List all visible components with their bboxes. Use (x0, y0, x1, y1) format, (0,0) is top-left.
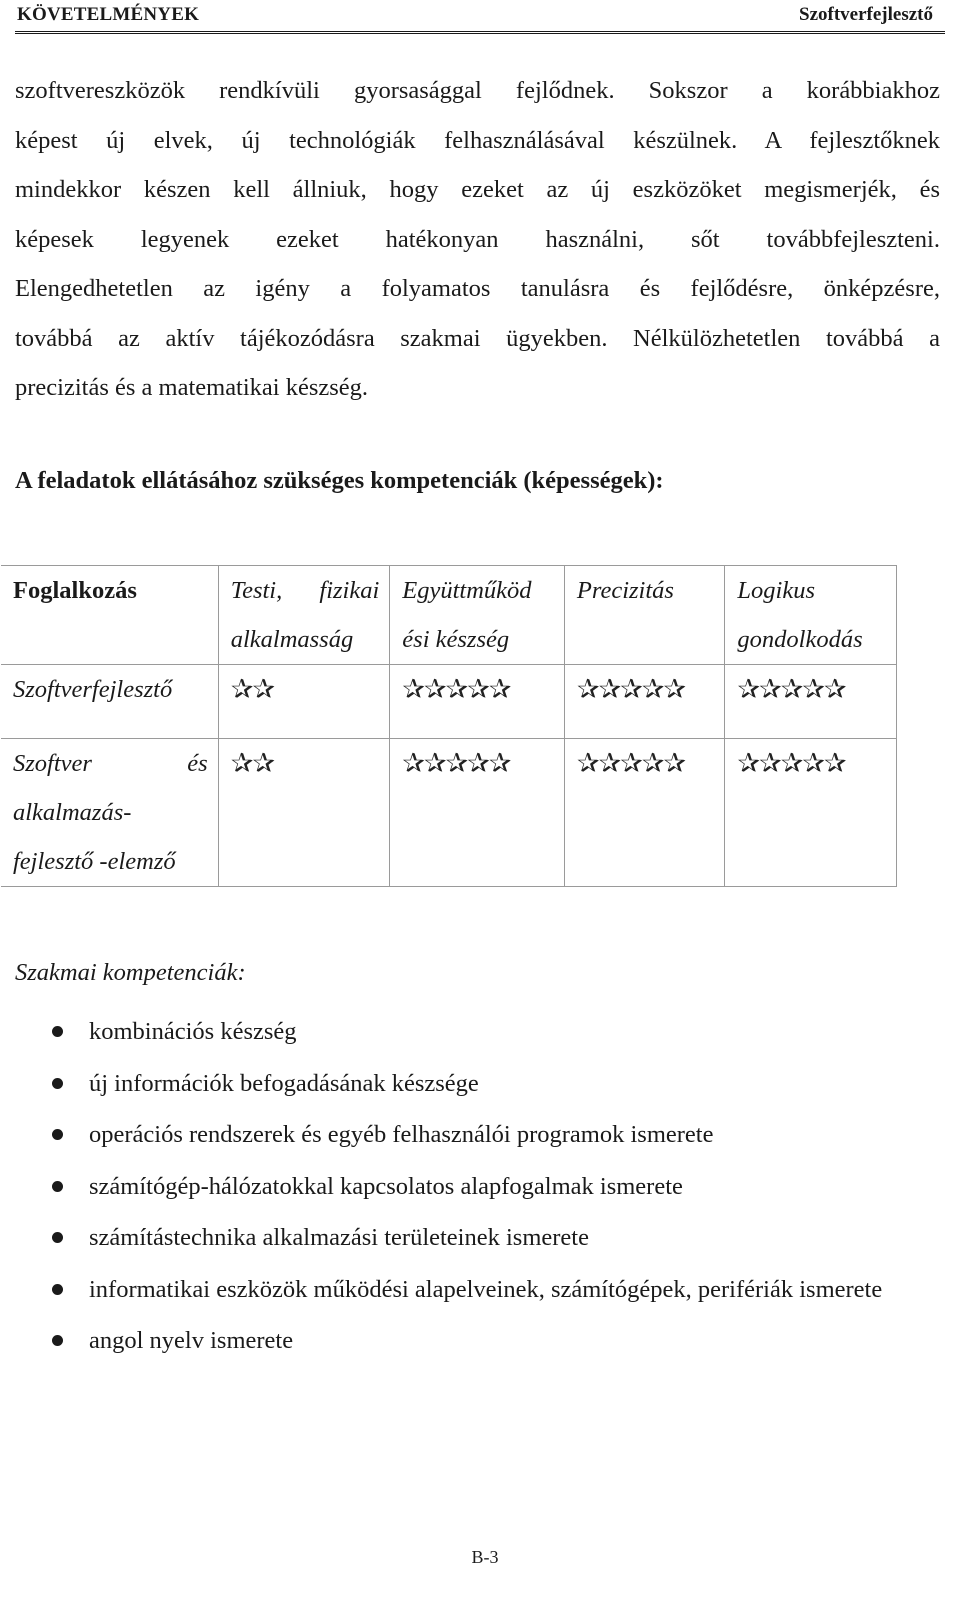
competency-table (1, 565, 897, 887)
star-rating-icon: ✰✰✰✰✰ (402, 674, 511, 704)
header-cell-physical (218, 566, 390, 665)
skill-text: számítógép-hálózatokkal kapcsolatos alapfogalmak ismerete (89, 1172, 683, 1200)
rating-physical (218, 739, 390, 887)
rating-cooperation (390, 665, 565, 739)
star-rating-icon: ✰✰ (230, 748, 274, 778)
table-row (1, 739, 897, 887)
header-cell-logic (725, 566, 897, 665)
skill-text: angol nyelv ismerete (89, 1327, 294, 1354)
intro-line: képesek legyenek ezeket hatékonyan használni, sőt továbbfejleszteni. (15, 225, 940, 253)
rating-cooperation (390, 739, 565, 887)
bullet-icon (52, 1078, 63, 1089)
intro-line: szoftvereszközök rendkívüli gyorsasággal fejlődnek. Sokszor a korábbiakhoz (15, 77, 940, 104)
list-item (0, 1007, 940, 1057)
star-rating-icon: ✰✰✰✰✰ (576, 674, 685, 704)
rating-physical (218, 665, 390, 739)
header-cell-precision (564, 566, 725, 665)
intro-paragraph (15, 66, 940, 413)
bullet-icon (52, 1181, 63, 1192)
table-header-row (1, 566, 897, 665)
occupation-name (1, 739, 218, 887)
header-text: ési készség (402, 626, 510, 653)
header-right-title: Szoftverfejlesztő (799, 4, 933, 25)
star-rating-icon: ✰✰✰✰✰ (402, 748, 511, 778)
intro-line: mindekkor készen kell állniuk, hogy ezeket az új eszközöket megismerjék, és (15, 176, 940, 203)
header-cell-occupation (1, 566, 218, 665)
star-rating-icon: ✰✰ (230, 674, 274, 704)
intro-line: precizitás és a matematikai készség. (15, 374, 369, 401)
header-text: Precizitás (576, 577, 674, 604)
skill-text: informatikai eszközök működési alapelveinek, számítógépek, perifériák ismerete (89, 1275, 883, 1303)
bullet-icon (52, 1284, 63, 1295)
skill-text: számítástechnika alkalmazási területeinek ismerete (89, 1224, 589, 1251)
bullet-icon (52, 1335, 63, 1346)
header-text: gondolkodás (737, 626, 863, 653)
occupation-text: Szoftver és (13, 750, 208, 777)
star-rating-icon: ✰✰✰✰✰ (576, 748, 685, 778)
header-text: Foglalkozás (13, 577, 137, 604)
occupation-name (1, 665, 218, 739)
rating-precision (564, 739, 725, 887)
occupation-text: fejlesztő -elemző (13, 848, 176, 875)
star-rating-icon: ✰✰✰✰✰ (737, 674, 846, 704)
rating-logic (725, 739, 897, 887)
skill-text: új információk befogadásának készsége (89, 1069, 479, 1097)
page-header (15, 0, 945, 36)
intro-line: Elengedhetetlen az igény a folyamatos tanulásra és fejlődésre, önképzésre, (15, 275, 940, 302)
star-rating-icon: ✰✰✰✰✰ (737, 748, 846, 778)
header-text: Együttműköd (402, 577, 532, 604)
page-number: B-3 (471, 1547, 499, 1567)
bullet-icon (52, 1026, 63, 1037)
list-item (0, 1316, 940, 1366)
intro-line: képest új elvek, új technológiák felhasználásával készülnek. A fejlesztőknek (15, 126, 940, 154)
header-rule (15, 31, 945, 36)
header-text: Logikus (737, 577, 815, 604)
list-item (0, 1162, 940, 1212)
rating-precision (564, 665, 725, 739)
list-item (0, 1265, 940, 1315)
occupation-text: Szoftverfejlesztő (13, 676, 173, 703)
list-item (0, 1059, 940, 1109)
header-text: alkalmasság (230, 626, 354, 653)
section-title: A feladatok ellátásához szükséges kompetenciák (képességek): (15, 467, 664, 494)
skill-text: operációs rendszerek és egyéb felhasználói programok ismerete (89, 1121, 714, 1148)
rating-logic (725, 665, 897, 739)
occupation-text: alkalmazás- (13, 799, 132, 826)
bullet-icon (52, 1232, 63, 1243)
bullet-icon (52, 1129, 63, 1140)
header-text: Testi, fizikai (230, 577, 380, 604)
header-left-title: KÖVETELMÉNYEK (17, 4, 200, 25)
list-item (0, 1213, 940, 1263)
table-row (1, 665, 897, 739)
skill-text: kombinációs készség (89, 1018, 297, 1045)
header-cell-cooperation (390, 566, 565, 665)
list-item (0, 1110, 940, 1160)
intro-line: továbbá az aktív tájékozódásra szakmai ügyekben. Nélkülözhetetlen továbbá a (15, 324, 940, 352)
skills-list (0, 1007, 940, 1368)
professional-competencies-heading: Szakmai kompetenciák: (15, 959, 246, 986)
